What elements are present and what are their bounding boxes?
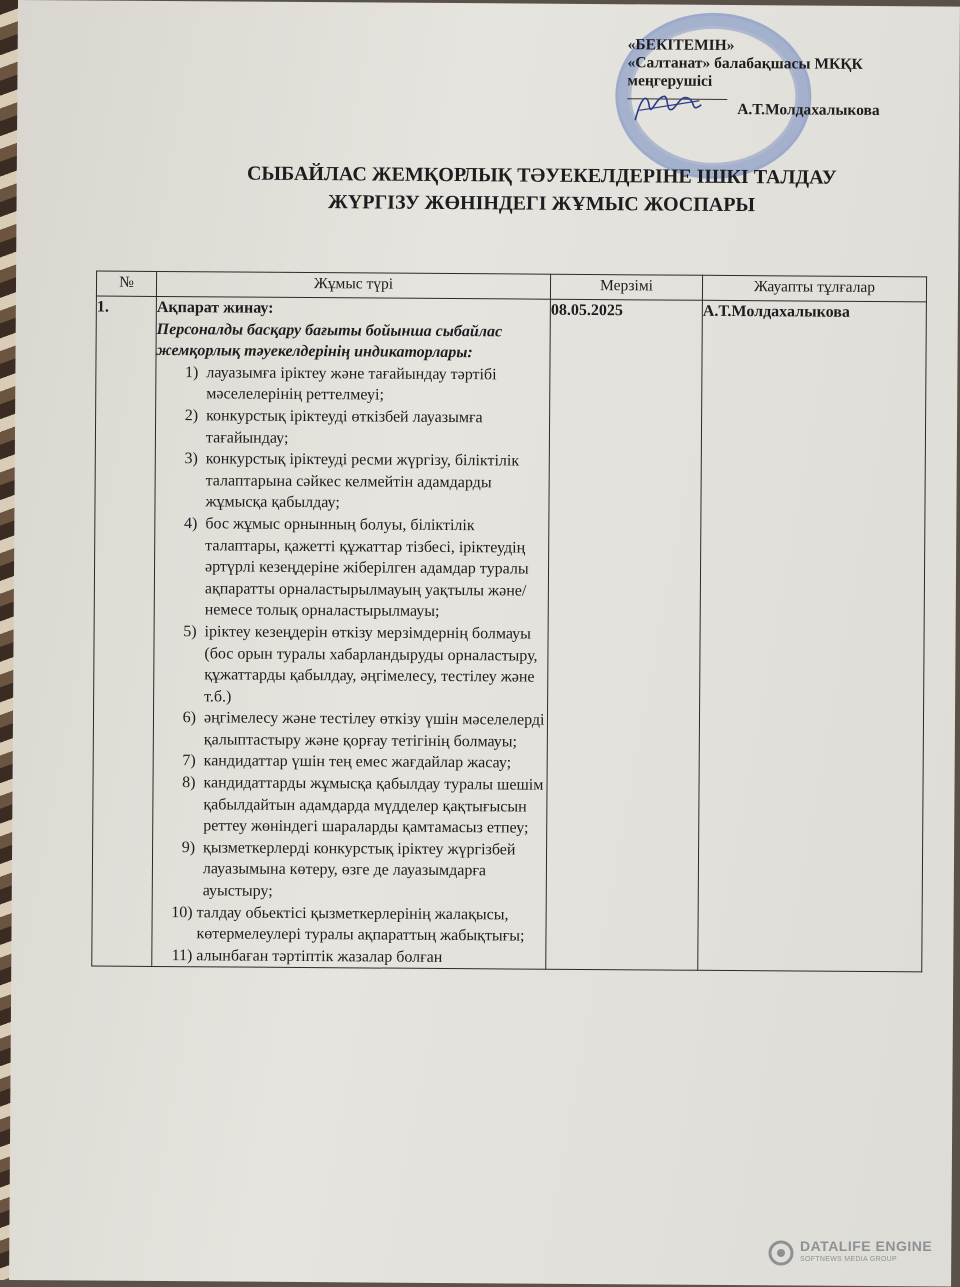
approval-block [627, 36, 927, 120]
approval-position: меңгерушісі [627, 72, 713, 90]
title-line-2: ЖҮРГІЗУ ЖӨНІНДЕГІ ЖҰМЫС ЖОСПАРЫ [327, 191, 756, 217]
list-item: 6) әңгімелесу және тестілеу өткізу үшін мәселелерді қалыптастыру және қорғау тетігінің болмауы; [182, 709, 545, 751]
handwritten-signature [629, 86, 709, 127]
watermark-title: DATALIFE ENGINE [800, 1238, 933, 1254]
row-work-type [152, 296, 551, 969]
list-item: 4) бос жұмыс орнынның болуы, біліктілік талаптары, қажетті құжаттар тізбесі, іріктеудің әртүрлі кезеңдеріне жіберілген адамдар туралы ақпаратты орналастырылмауың уақтылы және/ немесе толық орналастырылмауы; [183, 515, 529, 621]
list-item: 2) конкурстық іріктеуді өткізбей лауазымға тағайындау; [184, 407, 483, 447]
list-item: 11) алынбаған тәртіптік жазалар болған [171, 946, 443, 966]
list-item: 7) кандидаттар үшін тең емес жағдайлар жасау; [182, 752, 512, 772]
header-number: № [96, 271, 156, 296]
list-item: 8) кандидаттарды жұмысқа қабылдау туралы шешім қабылдайтын адамдарда мүдделер қақтығысын реттеу жөніндегі шараларды қамтамасыз етпеу; [182, 774, 544, 837]
row-deadline: 08.05.2025 [546, 299, 703, 970]
section-heading: Ақпарат жинау: [156, 298, 274, 317]
list-item: 10) талдау обьектісі қызметкерлерінің жалақысы, көтермелеулері туралы ақпараттың жабықтығы; [171, 903, 525, 945]
list-item: 9) қызметкерлерді конкурстық іріктеу жүргізбей лауазымына көтеру, өзге де лауазымдарға ауыстыру; [181, 839, 516, 900]
list-item: 3) конкурстық іріктеуді ресми жүргізу, біліктілік талаптарына сәйкес келмейтін адамдарды жұмысқа қабылдау; [184, 450, 520, 512]
datalife-watermark [768, 1236, 948, 1270]
indicator-list [152, 362, 549, 969]
approval-organization: «Салтанат» балабақшасы МКҚК [627, 54, 863, 73]
list-item: 1) лауазымға іріктеу және тағайындау тәртібі мәселелерінің реттелмеуі; [185, 363, 497, 404]
approval-signatory-name: А.Т.Молдахалыкова [737, 101, 880, 120]
watermark-subtitle: SOFTNEWS MEDIA GROUP [800, 1256, 898, 1263]
title-line-1: СЫБАЙЛАС ЖЕМҚОРЛЫҚ ТӘУЕКЕЛДЕРІНЕ ІШКІ ТАЛДАУ [246, 162, 837, 189]
work-plan-table [91, 271, 927, 973]
row-number: 1. [92, 296, 157, 967]
approval-heading: «БЕКІТЕМІН» [627, 36, 735, 55]
row-responsible: А.Т.Молдахалыкова [698, 300, 927, 972]
header-deadline: Мерзімі [550, 274, 702, 300]
header-responsible: Жауапты тұлғалар [702, 275, 926, 302]
document-title [127, 159, 957, 221]
list-item: 5) іріктеу кезеңдерін өткізу мерзімдернің болмауы (бос орын туралы хабарландыруды орналастыру, құжаттарды қабылдау, әңгімелесу, тестілеу және т.б.) [183, 623, 538, 706]
header-work-type: Жұмыс түрі [156, 271, 550, 299]
table-row [92, 296, 927, 972]
section-subheading: Персоналды басқару бағыты бойынша сыбайлас жемқорлық тәуекелдерінің индикаторлары: [156, 320, 503, 362]
datalife-logo-icon [768, 1240, 794, 1266]
document-page [9, 0, 960, 1287]
